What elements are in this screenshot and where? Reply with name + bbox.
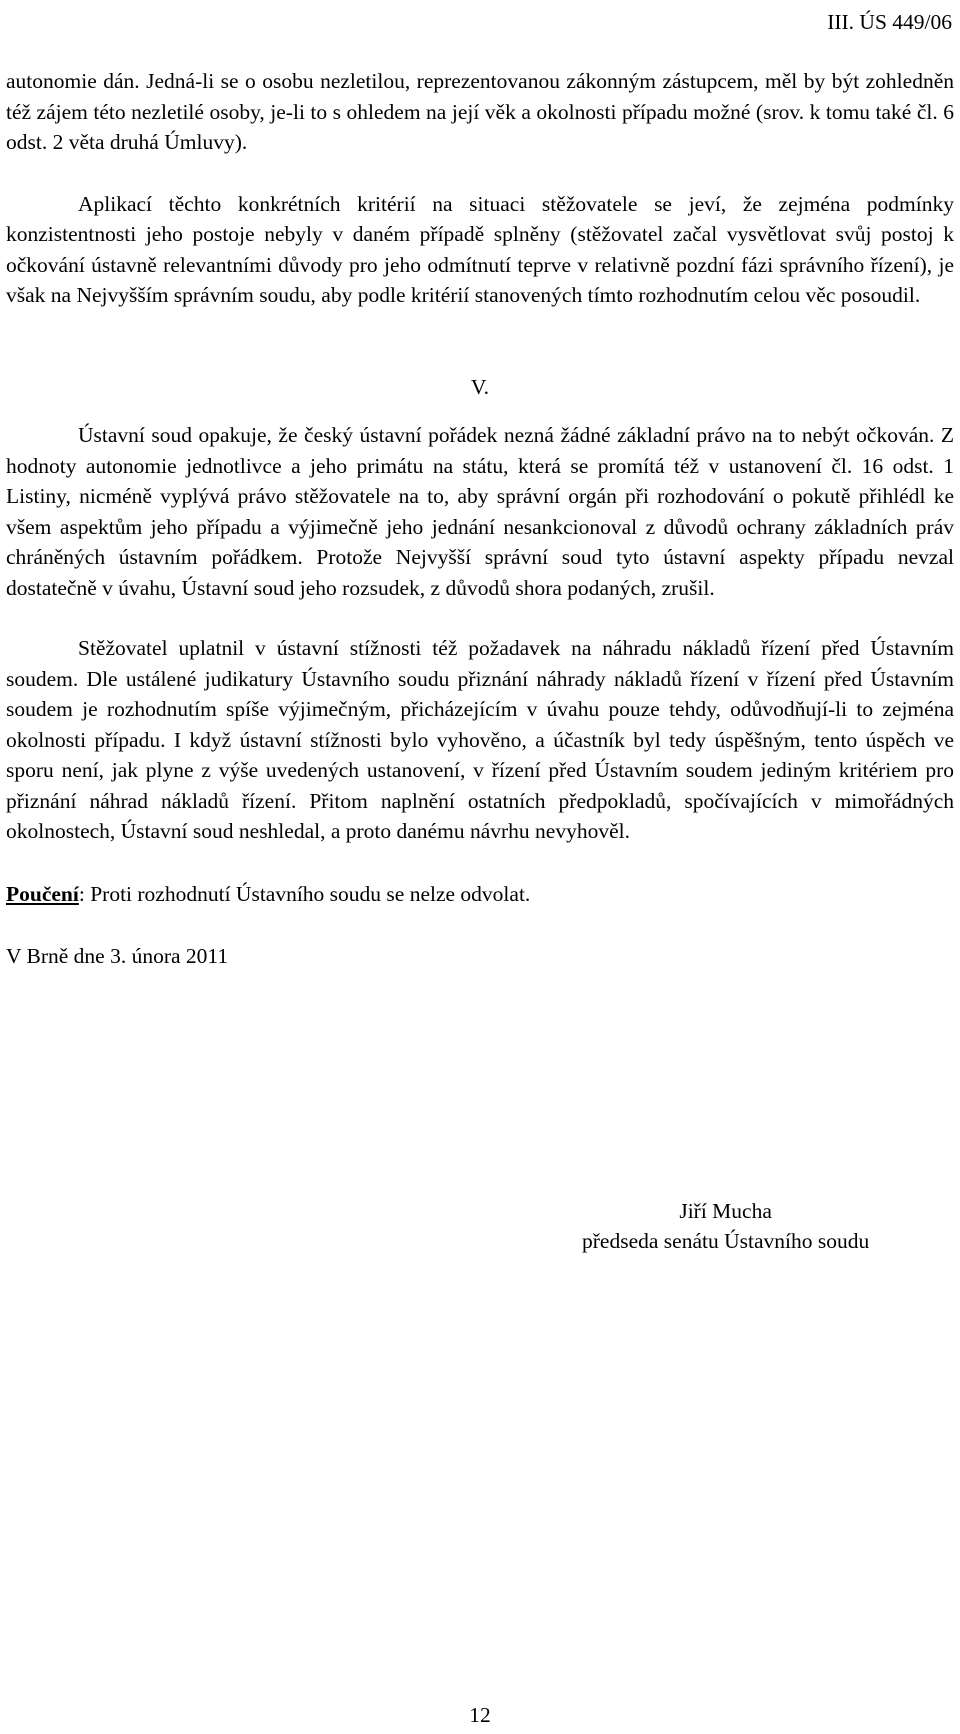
instruction-text: : Proti rozhodnutí Ústavního soudu se nelze odvolat. [78,881,531,906]
case-number-header: III. ÚS 449/06 [827,10,952,34]
signature-block [582,1196,869,1256]
paragraph-continuation: autonomie dán. Jedná-li se o osobu nezletilou, reprezentovanou zákonným zástupcem, měl by být zohledněn též zájem této nezletilé osoby, je-li to s ohledem na její věk a okolnosti případu možné (srov. k tomu také čl. 6 odst. 2 věta druhá Úmluvy). [6,69,954,154]
section-heading: V. [470,374,490,399]
paragraph-court-conclusion: Ústavní soud opakuje, že český ústavní pořádek nezná žádné základní právo na to nebýt očkován. Z hodnoty autonomie jednotlivce a jeho primátu na státu, která se promítá též v ustanovení čl. 16 odst. 1 Listiny, nicméně vyplývá právo stěžovatele na to, aby správní orgán při rozhodování o pokutě přihlédl ke všem aspektům jeho případu a výjimečně jeho jednání nesankcionoval z důvodů ochrany základních práv chráněných ústavním pořádkem. Protože Nejvyšší správní soud tyto ústavní aspekty případu nevzal dostatečně v úvahu, Ústavní soud jeho rozsudek, z důvodů shora podaných, zrušil. [6,423,954,600]
instruction-label: Poučení [6,881,79,906]
instruction-line [6,879,954,910]
page-number: 12 [469,1703,491,1727]
signatory-title: předseda senátu Ústavního soudu [582,1229,870,1253]
signatory-name: Jiří Mucha [679,1199,772,1223]
paragraph-application-criteria: Aplikací těchto konkrétních kritérií na situaci stěžovatele se jeví, že zejména podmínky konzistentnosti jeho postoje nebyly v daném případě splněny (stěžovatel začal vysvětlovat svůj postoj k očkování ústavně relevantními důvody pro jeho odmítnutí teprve v relativně pozdní fázi správního řízení), je však na Nejvyšším správním soudu, aby podle kritérií stanovených tímto rozhodnutím celou věc posoudil. [6,191,954,307]
document-body [6,66,954,972]
paragraph-costs: Stěžovatel uplatnil v ústavní stížnosti též požadavek na náhradu nákladů řízení před Ústavním soudem. Dle ustálené judikatury Ústavního soudu přiznání náhrady nákladů řízení v řízení před Ústavním soudem je rozhodnutím spíše výjimečným, přicházejícím v úvahu pouze tehdy, odůvodňují-li to zejména okolnosti případu. I když ústavní stížnosti bylo vyhověno, a účastník byl tedy úspěšným, tento úspěch ve sporu není, jak plyne z výše uvedených ustanovení, v řízení před Ústavním soudem jediným kritériem pro přiznání náhrad nákladů řízení. Přitom naplnění ostatních předpokladů, spočívajících v mimořádných okolnostech, Ústavní soud neshledal, a proto danému návrhu nevyhověl. [6,636,954,843]
date-line: V Brně dne 3. února 2011 [6,944,229,968]
